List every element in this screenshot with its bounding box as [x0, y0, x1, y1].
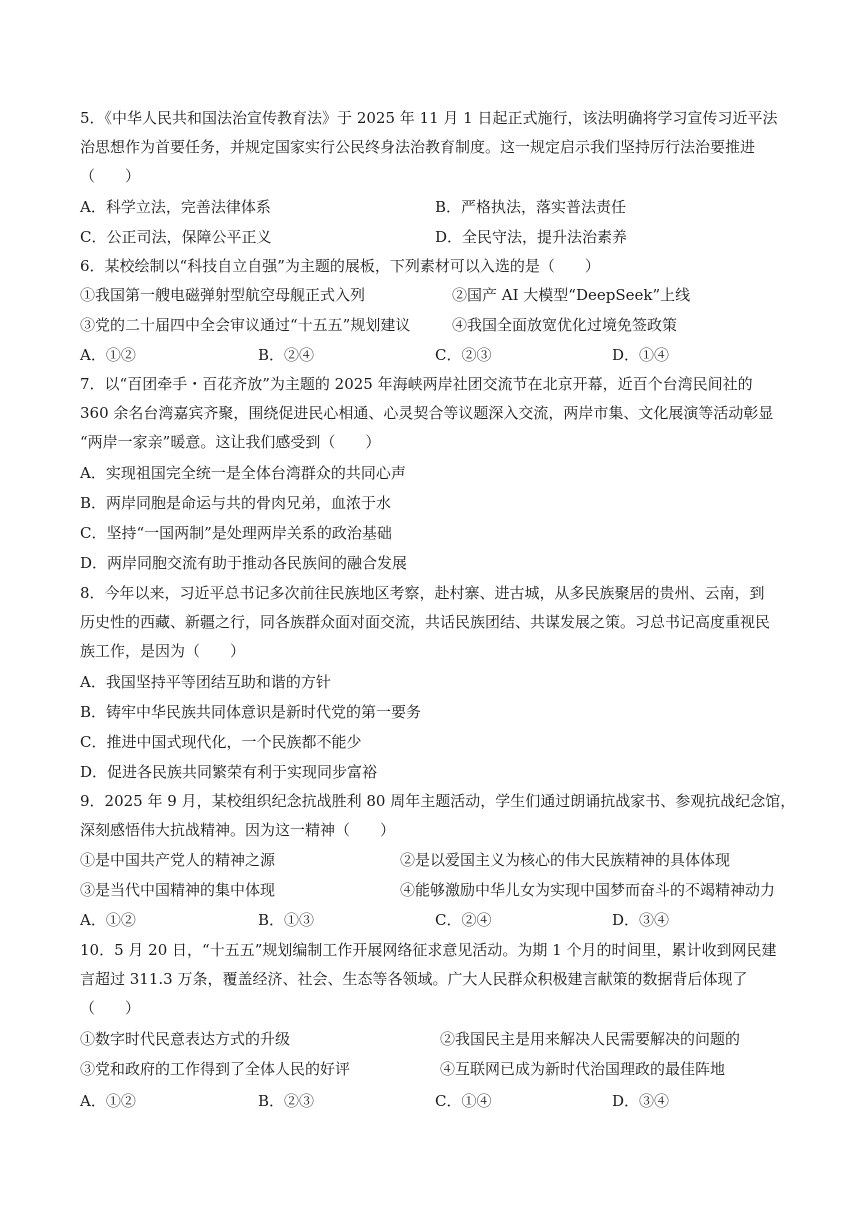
q6-statement-1: ①我国第一艘电磁弹射型航空母舰正式入列: [80, 286, 366, 304]
q7-stem-line1: 7．以“百团牵手・百花齐放”为主题的 2025 年海峡两岸社团交流节在北京开幕，近百个台湾民间社的: [80, 375, 753, 393]
q8-stem-line2: 历史性的西藏、新疆之行，同各族群众面对面交流，共话民族团结、共谋发展之策。习总书记高度重视民: [80, 613, 771, 631]
q9-stem-line2: 深刻感悟伟大抗战精神。因为这一精神（ ）: [80, 821, 396, 839]
q5-answer-blank: （ ）: [80, 167, 141, 185]
q5-option-a: A．科学立法，完善法律体系: [80, 198, 271, 216]
q5-stem-line1: 5．《中华人民共和国法治宣传教育法》于 2025 年 11 月 1 日起正式施行，该法明确将学习宣传习近平法: [80, 109, 778, 127]
q7-option-c: C．坚持“一国两制”是处理两岸关系的政治基础: [80, 524, 392, 542]
q9-option-a: A．①②: [80, 911, 136, 929]
q6-option-d: D．①④: [612, 346, 670, 364]
q10-option-b: B．②③: [258, 1092, 315, 1110]
q9-option-b: B．①③: [258, 911, 315, 929]
q9-statement-1: ①是中国共产党人的精神之源: [80, 851, 276, 869]
q8-stem-line3: 族工作，是因为（ ）: [80, 642, 246, 660]
q6-option-c: C．②③: [435, 346, 492, 364]
q5-option-b: B．严格执法，落实普法责任: [435, 198, 627, 216]
q9-statement-4: ④能够激励中华儿女为实现中国梦而奋斗的不竭精神动力: [400, 881, 776, 899]
q10-stem-line1: 10．5 月 20 日，“十五五”规划编制工作开展网络征求意见活动。为期 1 个月的时间里，累计收到网民建: [80, 941, 777, 959]
q5-option-d: D．全民守法，提升法治素养: [435, 228, 628, 246]
q6-stem: 6．某校绘制以“科技自立自强”为主题的展板，下列素材可以入选的是（ ）: [80, 257, 600, 275]
q7-stem-line3: “两岸一家亲”暖意。这让我们感受到（ ）: [80, 433, 381, 451]
q8-option-c: C．推进中国式现代化，一个民族都不能少: [80, 733, 362, 751]
q9-option-c: C．②④: [435, 911, 492, 929]
q8-option-a: A．我国坚持平等团结互助和谐的方针: [80, 673, 331, 691]
q8-option-b: B．铸牢中华民族共同体意识是新时代党的第一要务: [80, 703, 422, 721]
q9-statement-3: ③是当代中国精神的集中体现: [80, 881, 276, 899]
q7-stem-line2: 360 余名台湾嘉宾齐聚，围绕促进民心相通、心灵契合等议题深入交流，两岸市集、文化展演等活动彰显: [80, 404, 774, 422]
q7-option-d: D．两岸同胞交流有助于推动各民族间的融合发展: [80, 554, 408, 572]
q7-option-b: B．两岸同胞是命运与共的骨肉兄弟，血浓于水: [80, 494, 392, 512]
q10-statement-1: ①数字时代民意表达方式的升级: [80, 1030, 291, 1048]
q8-stem-line1: 8．今年以来，习近平总书记多次前往民族地区考察，赴村寨、进古城，从多民族聚居的贵州、云南，到: [80, 584, 765, 602]
q6-option-b: B．②④: [258, 346, 315, 364]
q10-statement-2: ②我国民主是用来解决人民需要解决的问题的: [440, 1030, 741, 1048]
q7-option-a: A．实现祖国完全统一是全体台湾群众的共同心声: [80, 464, 406, 482]
q8-option-d: D．促进各民族共同繁荣有利于实现同步富裕: [80, 763, 378, 781]
q5-stem-line2: 治思想作为首要任务，并规定国家实行公民终身法治教育制度。这一规定启示我们坚持厉行法治要推进: [80, 138, 756, 156]
q10-statement-3: ③党和政府的工作得到了全体人民的好评: [80, 1060, 351, 1078]
q10-option-a: A．①②: [80, 1092, 136, 1110]
q6-statement-3: ③党的二十届四中全会审议通过“十五五”规划建议: [80, 316, 411, 334]
q5-option-c: C．公正司法，保障公平正义: [80, 228, 272, 246]
q9-stem-line1: 9．2025 年 9 月，某校组织纪念抗战胜利 80 周年主题活动，学生们通过朗诵抗战家书、参观抗战纪念馆，: [80, 792, 796, 810]
q6-statement-2: ②国产 AI 大模型“DeepSeek”上线: [452, 286, 691, 304]
q10-answer-blank: （ ）: [80, 999, 141, 1017]
q10-statement-4: ④互联网已成为新时代治国理政的最佳阵地: [440, 1060, 726, 1078]
q9-option-d: D．③④: [612, 911, 670, 929]
q9-statement-2: ②是以爱国主义为核心的伟大民族精神的具体体现: [400, 851, 731, 869]
q10-option-d: D．③④: [612, 1092, 670, 1110]
q6-option-a: A．①②: [80, 346, 136, 364]
q10-stem-line2: 言超过 311.3 万条，覆盖经济、社会、生态等各领域。广大人民群众积极建言献策的数据背后体现了: [80, 970, 748, 988]
q6-statement-4: ④我国全面放宽优化过境免签政策: [452, 316, 678, 334]
q10-option-c: C．①④: [435, 1092, 492, 1110]
